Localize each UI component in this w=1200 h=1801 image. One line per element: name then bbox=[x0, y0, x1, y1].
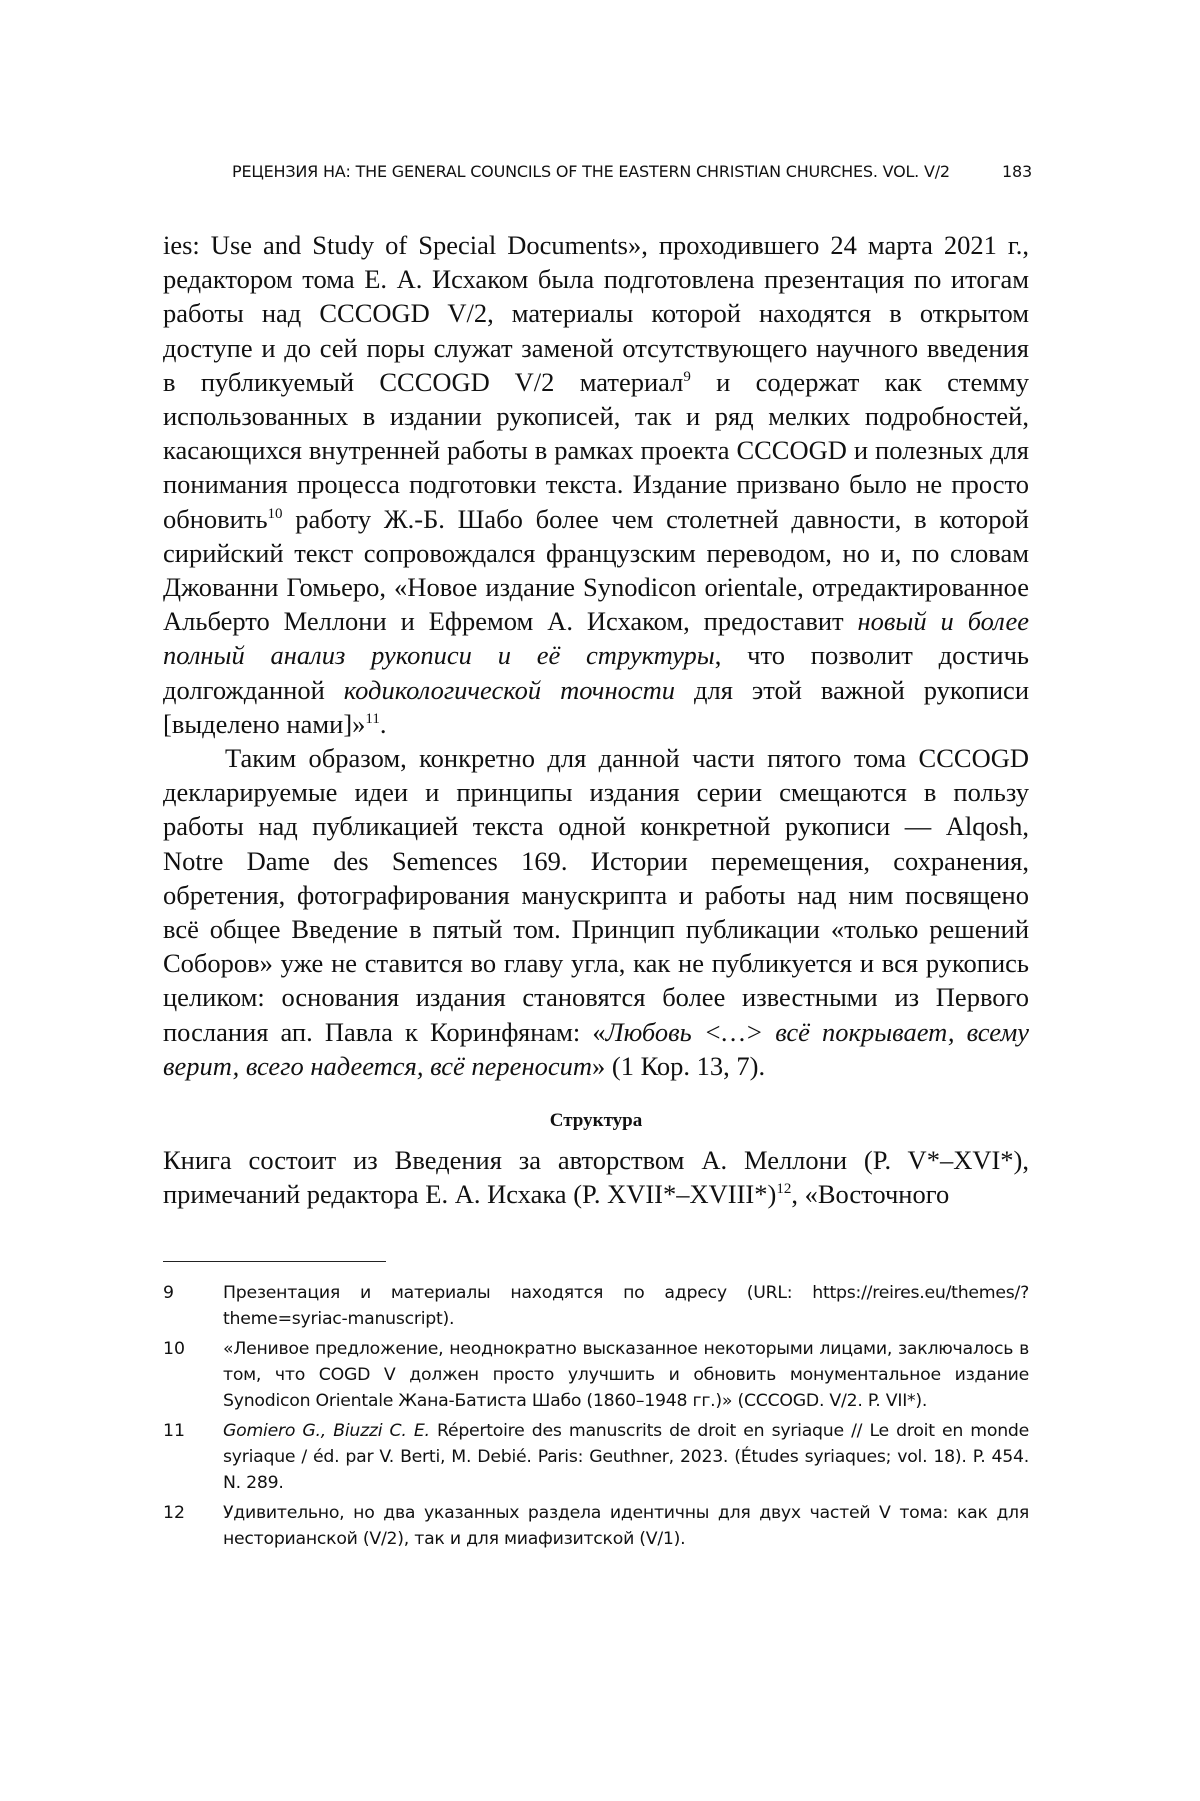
paragraph-continued bbox=[163, 228, 1029, 741]
text-run: , что позволит достичь долгожданной bbox=[163, 640, 1029, 705]
footnote-citation: Répertoire des manuscrits de droit en syriaque // Le droit en monde syriaque / éd. par V. Berti, M. Debié. Paris: Geuthner, 2023. (Études syriaques; vol. 18). P. 454. N. 289. bbox=[223, 1421, 1029, 1493]
footnote-ref-9[interactable]: 9 bbox=[683, 368, 691, 385]
emphasis-italic: новый и более полный анализ рукописи и её структуры bbox=[163, 606, 1029, 671]
footnote-text: Удивительно, но два указанных раздела идентичны для двух частей V тома: как для несторианской (V/2), так и для миафизитской (V/1). bbox=[223, 1503, 1029, 1549]
footnote-text: «Ленивое предложение, неоднократно высказанное некоторыми лицами, заключалось в том, что COGD V должен просто улучшить и обновить монументальное издание Synodicon Orientale Жана-Батиста Шабо (1860–1948 гг.)» (CCCOGD. V/2. P. VII*). bbox=[223, 1339, 1029, 1411]
footnote-authors: Gomiero G., Biuzzi C. E. bbox=[223, 1421, 430, 1441]
footnote-ref-10[interactable]: 10 bbox=[267, 505, 283, 522]
footnote-text bbox=[223, 1418, 1029, 1496]
footnote-ref-12[interactable]: 12 bbox=[776, 1181, 792, 1198]
footnote-ref-11[interactable]: 11 bbox=[365, 710, 380, 727]
footnotes bbox=[163, 1280, 1029, 1556]
text-run: , «Восточного bbox=[791, 1179, 950, 1210]
footnote bbox=[163, 1500, 1029, 1552]
footnote-number: 9 bbox=[163, 1283, 174, 1303]
text-run: для этой важной рукописи [выделено нами]» bbox=[163, 674, 1029, 739]
footnote bbox=[163, 1336, 1029, 1414]
text-run: ies: Use and Study of Special Documents», проходившего 24 марта 2021 г., редактором тома Е. А. Исхаком была подготовлена презентация по итогам работы над CCCOGD V/2, материалы которой находятся в открытом доступе и до сей поры служат заменой отсутствующего научного введения в публикуемый CCCOGD V/2 материал bbox=[163, 230, 1029, 397]
footnote bbox=[163, 1418, 1029, 1496]
footnote-text: Презентация и материалы находятся по адресу (URL: https://reires.eu/themes/?theme=syriac-manuscript). bbox=[223, 1283, 1029, 1329]
body-text bbox=[163, 228, 1029, 1211]
text-run: работу Ж.-Б. Шабо более чем столетней давности, в которой сирийский текст сопровождался французским переводом, но и, по словам Джованни Гомьеро, «Новое издание Synodicon orientale, отредактированное Альберто Меллони и Ефремом А. Исхаком, предоставит bbox=[163, 503, 1029, 637]
footnote bbox=[163, 1280, 1029, 1332]
paragraph bbox=[163, 741, 1029, 1083]
footnote-number: 12 bbox=[163, 1503, 185, 1523]
text-run: и содержат как стемму использованных в издании рукописей, так и ряд мелких подробностей, касающихся внутренней работы в рамках проекта CCCOGD и полезных для понимания процесса подготовки текста. Издание призвано было не просто обновить bbox=[163, 366, 1029, 534]
running-head-title: РЕЦЕНЗИЯ НА: THE GENERAL COUNCILS OF THE EASTERN CHRISTIAN CHURCHES. VOL. V/2 bbox=[232, 162, 950, 181]
paragraph-structure bbox=[163, 1143, 1029, 1211]
footnote-separator bbox=[163, 1261, 386, 1262]
section-heading: Структура bbox=[549, 1110, 643, 1132]
text-run: . bbox=[379, 708, 387, 739]
quote-italic: Любовь <…> всё покрывает, всему верит, всего надеется, всё переносит bbox=[163, 1016, 1029, 1081]
emphasis-italic: кодикологической точности bbox=[343, 674, 675, 705]
footnote-number: 11 bbox=[163, 1421, 185, 1441]
text-run: » (1 Кор. 13, 7). bbox=[592, 1050, 766, 1081]
text-run: Книга состоит из Введения за авторством А. Меллони (P. V*–XVI*), примечаний редактора Е. А. Исхака (P. XVII*–XVIII*) bbox=[163, 1145, 1029, 1210]
footnote-number: 10 bbox=[163, 1339, 185, 1359]
text-run: Таким образом, конкретно для данной части пятого тома CCCOGD декларируемые идеи и принципы издания серии смещаются в пользу работы над публикацией текста одной конкретной рукописи — Alqosh, Notre Dame des Semences 169. Истории перемещения, сохранения, обретения, фотографирования манускрипта и работы над ним посвящено всё общее Введение в пятый том. Принцип публикации «только решений Соборов» уже не ставится во главу угла, как не публикуется и вся рукопись целиком: основания издания становятся более известными из Первого послания ап. Павла к Коринфянам: « bbox=[163, 743, 1029, 1047]
page-number: 183 bbox=[1002, 162, 1032, 181]
